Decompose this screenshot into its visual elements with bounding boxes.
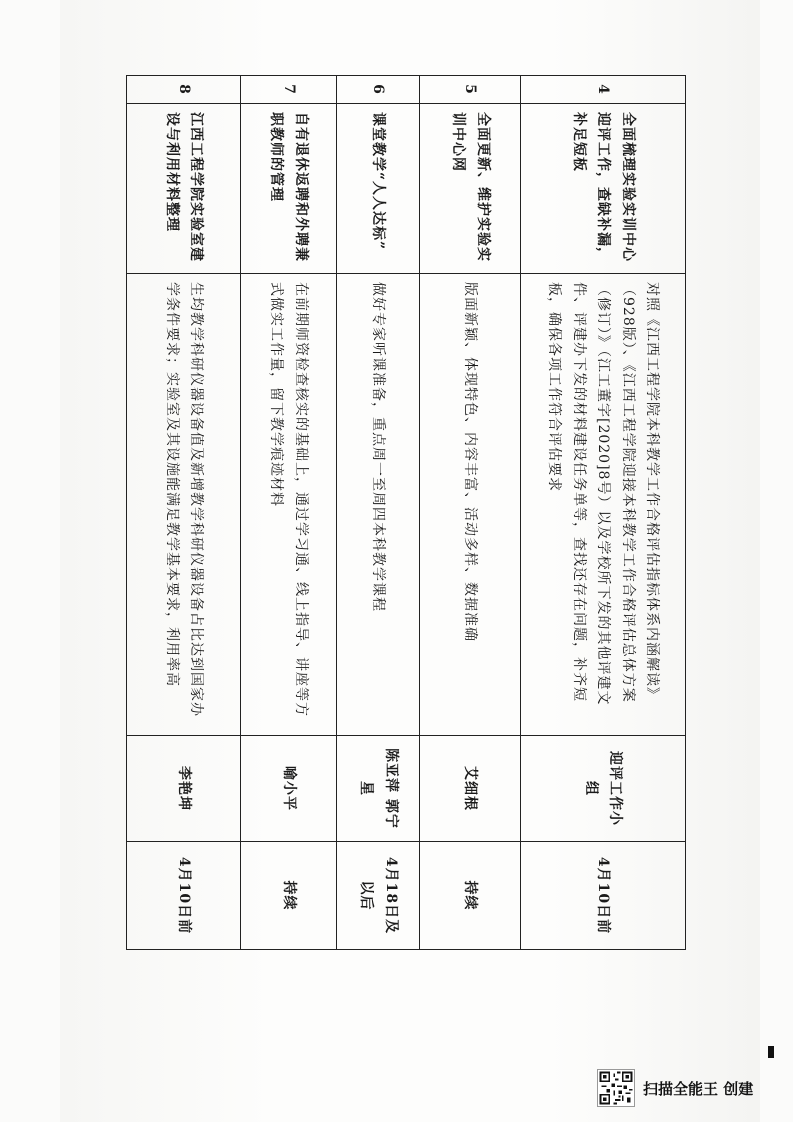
table-row: [520, 76, 685, 950]
rotated-table-page: [126, 75, 686, 949]
table-row: [241, 76, 336, 950]
deadline: 4月10日前: [520, 842, 685, 950]
responsible-person: 陈亚萍 郭宁星: [336, 736, 420, 842]
responsible-person: 艾细根: [420, 736, 520, 842]
task-requirement: 在前期师资检查核实的基础上，通过学习通、线上指导、讲座等方式做实工作量，留下教学痕迹材料: [241, 274, 336, 736]
table-row: [336, 76, 420, 950]
row-number: 8: [127, 76, 241, 104]
row-number: 4: [520, 76, 685, 104]
row-number: 5: [420, 76, 520, 104]
deadline: 持续: [241, 842, 336, 950]
responsible-person: 迎评工作小组: [520, 736, 685, 842]
qr-code-icon: [597, 1069, 635, 1107]
responsible-person: 喻小平: [241, 736, 336, 842]
watermark-text: 扫描全能王 创建: [643, 1079, 754, 1098]
task-item: 课堂教学“人人达标”: [336, 104, 420, 274]
row-number: 7: [241, 76, 336, 104]
row-number: 6: [336, 76, 420, 104]
task-requirement: 版面新颖、体现特色、内容丰富、活动多样、数据准确: [420, 274, 520, 736]
task-item: 自有退休返聘和外聘兼职教师的管理: [241, 104, 336, 274]
deadline: 持续: [420, 842, 520, 950]
task-requirement: 做好专家听课准备，重点周一至周四本科教学课程: [336, 274, 420, 736]
table-row: [127, 76, 241, 950]
task-requirement: 生均教学科研仪器设备值及新增教学科研仪器设备占比达到国家办学条件要求；实验室及其设施能满足教学基本要求，利用率高: [127, 274, 241, 736]
deadline: 4月18日及以后: [336, 842, 420, 950]
task-table: [126, 75, 686, 950]
task-item: 全面梳理实验实训中心迎评工作，查缺补漏，补足短板: [520, 104, 685, 274]
scanner-watermark: [597, 1068, 777, 1108]
task-item: 全面更新、维护实验实训中心网: [420, 104, 520, 274]
task-item: 江西工程学院实验室建设与利用材料整理: [127, 104, 241, 274]
task-requirement: 对照《江西工程学院本科教学工作合格评估指标体系内涵解读》（928版）、《江西工程学院迎接本科教学工作合格评估总体方案（修订）》（江工董字[2020]8号）以及学校所下发的其他评建文件、评建办下发的材料建设任务单等，查找还存在问题，补齐短板，确保各项工作符合评估要求: [520, 274, 685, 736]
table-row: [420, 76, 520, 950]
scan-edge-mark: [768, 1046, 774, 1058]
deadline: 4月10日前: [127, 842, 241, 950]
responsible-person: 李艳坤: [127, 736, 241, 842]
